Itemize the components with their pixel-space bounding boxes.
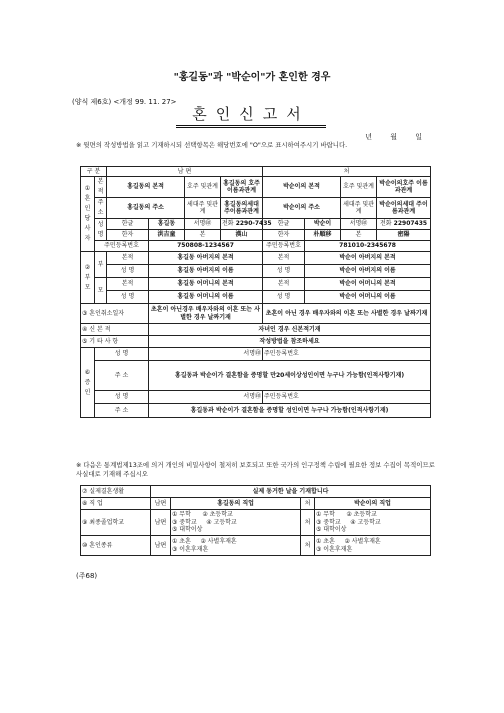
wife-hangul-name[interactable]: 박순이 (305, 219, 341, 230)
wife-hoju-label: 호주 및관계 (341, 177, 377, 198)
col-header-husband: 남 편 (107, 167, 263, 177)
row-label-seongmyeong: 성명 (95, 219, 107, 241)
wife-sedaeju-label: 세대주 및관계 (341, 198, 377, 219)
witness2-address-label: 주 소 (95, 404, 149, 418)
date-label: 년 월 일 (365, 133, 430, 141)
husband-hanja-label: 한자 (107, 230, 149, 241)
statistics-table (80, 485, 431, 556)
husband-education-options[interactable]: ① 무학 ② 초등학교 ③ 중학교 ④ 고등학교 ⑤ 대학이상 (171, 510, 301, 536)
row-10-label: ⑩ 혼인종류 (81, 536, 151, 556)
wife-father-name-label: 성 명 (263, 265, 305, 278)
witness1-rrn[interactable]: 주민등록번호 (263, 348, 431, 361)
marriage-type-husband-label: 남편 (151, 536, 171, 556)
row-8-label: ⑧ 직 업 (81, 498, 151, 510)
section-3-label: ③ 혼인취소일자 (81, 304, 149, 324)
statistics-notice: ※ 다음은 통계법제13조에 의거 개인의 비밀사항이 철저히 보호되고 또한 국가의 인구정책 수립에 필요한 정보 수집이 목적이므로 사실대로 기재해 주십시오 (76, 461, 435, 478)
wife-mother-name[interactable]: 박순이 어머니의 이름 (305, 291, 431, 304)
row-7-label: ⑦ 실제결혼생활 (81, 486, 151, 498)
wife-seal: 서명㊞ (341, 219, 377, 230)
occupation-wife-label: 처 (301, 498, 315, 510)
row-9-label: ⑨ 최종졸업학교 (81, 510, 151, 536)
witness2-rrn[interactable]: 주민등록번호 (263, 391, 431, 404)
wife-mother-name-label: 성 명 (263, 291, 305, 304)
wife-occupation[interactable]: 박순이의 직업 (315, 498, 431, 510)
footnote: (주68) (76, 572, 98, 580)
mother-name-label: 성 명 (107, 291, 149, 304)
witness1-address-label: 주 소 (95, 361, 149, 391)
col-header-wife: 처 (263, 167, 431, 177)
wife-mother-bonjeok[interactable]: 박순이 어머니의 본적 (305, 278, 431, 291)
wife-father-bonjeok[interactable]: 박순이 아버지의 본적 (305, 252, 431, 265)
husband-rrn-label: 주민등록번호 (95, 241, 149, 252)
father-bonjeok-label: 본적 (107, 252, 149, 265)
section-5-label: ⑤ 기 타 사 항 (81, 336, 149, 348)
other-notes[interactable]: 작성방법을 참조하세요 (149, 336, 431, 348)
section-6-label: ⑥ 증인 (81, 348, 95, 418)
husband-bon[interactable]: 漢山 (221, 230, 263, 241)
husband-occupation[interactable]: 홍길동의 직업 (171, 498, 301, 510)
husband-hangul-name[interactable]: 홍길동 (149, 219, 185, 230)
row-label-bonjeok: 본적 (95, 177, 107, 198)
wife-bon[interactable]: 密陽 (377, 230, 431, 241)
husband-bon-label: 본 (185, 230, 221, 241)
section-4-label: ④ 신 본 적 (81, 324, 149, 336)
witness1-seal[interactable]: 서명㊞ (149, 348, 263, 361)
husband-rrn[interactable]: 750808-1234567 (149, 241, 263, 252)
husband-hoju[interactable]: 홍길동의 호주 이름과관계 (221, 177, 263, 198)
husband-mother-bonjeok[interactable]: 홍길동 어머니의 본적 (149, 278, 263, 291)
wife-mother-bonjeok-label: 본적 (263, 278, 305, 291)
husband-sedaeju[interactable]: 홍길동의세대 주이름과관계 (221, 198, 263, 219)
form-title: 혼인신고서 (176, 103, 326, 128)
wife-prev-marriage-end[interactable]: 초혼이 아닌 경우 배우자와의 이혼 또는 사별한 경우 날짜기재 (263, 304, 431, 324)
wife-hanja-name[interactable]: 朴順移 (305, 230, 341, 241)
husband-father-bonjeok[interactable]: 홍길동 아버지의 본적 (149, 252, 263, 265)
row-label-father: 부 (95, 252, 107, 278)
wife-father-name[interactable]: 박순이 아버지의 이름 (305, 265, 431, 278)
husband-hanja-name[interactable]: 洪吉童 (149, 230, 185, 241)
wife-rrn[interactable]: 781010-2345678 (305, 241, 431, 252)
husband-prev-marriage-end[interactable]: 초혼이 아닌경우 배우자와의 이혼 또는 사별한 경우 날짜기재 (149, 304, 263, 324)
section-1-label: ① 혼인당사자 (81, 177, 95, 252)
wife-father-bonjeok-label: 본적 (263, 252, 305, 265)
husband-father-name[interactable]: 홍길동 아버지의 이름 (149, 265, 263, 278)
witness2-seal[interactable]: 서명㊞ (149, 391, 263, 404)
row-label-mother: 모 (95, 278, 107, 304)
wife-sedaeju[interactable]: 박순이의세대 주이름과관계 (377, 198, 431, 219)
document-heading: "홍길동"과 "박순이"가 혼인한 경우 (173, 72, 331, 83)
marriage-report-table (80, 166, 431, 418)
edu-husband-label: 남편 (151, 510, 171, 536)
col-header-gubun: 구 분 (81, 167, 107, 177)
witness1-name-label: 성 명 (95, 348, 149, 361)
husband-mother-name[interactable]: 홍길동 어머니의 이름 (149, 291, 263, 304)
wife-juso[interactable]: 박순이의 주소 (263, 198, 341, 219)
husband-hoju-label: 호주 및관계 (185, 177, 221, 198)
wife-education-options[interactable]: ① 무학 ② 초등학교 ③ 중학교 ④ 고등학교 ⑤ 대학이상 (315, 510, 431, 536)
witness1-address[interactable]: 홍길동과 박순이가 결혼함을 증명할 만20세이상성인이면 누구나 가능함(인적사항기재) (149, 361, 431, 391)
edu-wife-label: 처 (301, 510, 315, 536)
husband-sedaeju-label: 세대주 및관계 (185, 198, 221, 219)
wife-rrn-label: 주민등록번호 (263, 241, 305, 252)
wife-bonjeok[interactable]: 박순이의 본적 (263, 177, 341, 198)
wife-phone[interactable]: 전화 22907435 (377, 219, 431, 230)
new-bonjeok[interactable]: 자녀인 경우 신본적기재 (149, 324, 431, 336)
husband-phone[interactable]: 전화 2290-7435 (221, 219, 263, 230)
husband-seal: 서명㊞ (185, 219, 221, 230)
wife-hangul-label: 한글 (263, 219, 305, 230)
witness2-name-label: 성 명 (95, 391, 149, 404)
husband-bonjeok[interactable]: 홍길동의 본적 (107, 177, 185, 198)
witness2-address[interactable]: 홍길동과 박순이가 결혼함을 증명할 성인이면 누구나 가능함(인적사항기재) (149, 404, 431, 418)
wife-hoju[interactable]: 박순이의호주 이름과관계 (377, 177, 431, 198)
row-label-juso: 주소 (95, 198, 107, 219)
wife-hanja-label: 한자 (263, 230, 305, 241)
husband-marriage-type-options[interactable]: ① 초혼 ② 사별후재혼 ③ 이혼후재혼 (171, 536, 301, 556)
mother-bonjeok-label: 본적 (107, 278, 149, 291)
form-number: (양식 제6호) <개정 99. 11. 27> (72, 98, 177, 106)
marriage-type-wife-label: 처 (301, 536, 315, 556)
occupation-husband-label: 남편 (151, 498, 171, 510)
husband-juso[interactable]: 홍길동의 주소 (107, 198, 185, 219)
wife-bon-label: 본 (341, 230, 377, 241)
actual-cohabitation-date[interactable]: 실제 동거한 날을 기재합니다 (151, 486, 431, 498)
husband-hangul-label: 한글 (107, 219, 149, 230)
section-2-label: ② 부모 (81, 252, 95, 304)
father-name-label: 성 명 (107, 265, 149, 278)
instruction-text: ※ 뒷면의 작성방법을 읽고 기재하시되 선택항목은 해당번호에 "O"으로 표시하여주시기 바랍니다. (76, 141, 348, 149)
wife-marriage-type-options[interactable]: ① 초혼 ② 사별후재혼 ③ 이혼후재혼 (315, 536, 431, 556)
